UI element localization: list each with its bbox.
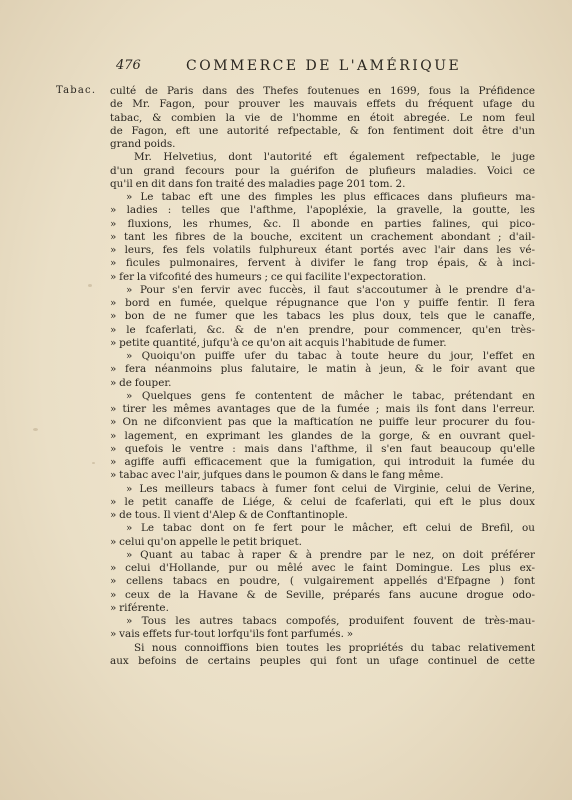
text-line: Si nous connoiffions bien toutes les propriétés du tabac relativement bbox=[134, 641, 535, 654]
text-line: » ladies : telles que l'afthme, l'apopléxie, la gravelle, la goutte, les bbox=[110, 204, 535, 217]
text-line: » ficules pulmonaires, fervent à divifer le fang trop épais, & à inci- bbox=[110, 257, 535, 270]
text-line: » tant les fibres de la bouche, excitent un crachement abondant ; d'ail- bbox=[110, 230, 535, 243]
text-line: » de fouper. bbox=[110, 376, 172, 389]
text-line: » de tous. Il vient d'Alep & de Conftantinople. bbox=[110, 509, 348, 521]
text-line: de Mr. Fagon, pour prouver les mauvais effets du fréquent ufage du bbox=[110, 98, 535, 111]
text-line: » leurs, fes fels volatils fulphureux étant portés avec l'air dans les vé- bbox=[110, 244, 535, 256]
page-number: 476 bbox=[116, 58, 141, 73]
paper-fleck bbox=[88, 284, 92, 287]
text-line: » le petit canaffe de Liége, & celui de fcaferlati, qui eft le plus doux bbox=[110, 495, 535, 508]
text-line: d'un grand fecours pour la guérifon de plufieurs maladies. Voici ce bbox=[110, 164, 535, 177]
text-line: » cellens tabacs en poudre, ( vulgairement appellés d'Efpagne ) font bbox=[110, 575, 535, 588]
text-line: » petite quantité, jufqu'à ce qu'on ait acquis l'habitude de fumer. bbox=[110, 336, 447, 349]
text-line: tabac, & combien la vie de l'homme en étoit abregée. Le nom feul bbox=[110, 111, 535, 124]
running-title: COMMERCE DE L'AMÉRIQUE bbox=[186, 58, 462, 74]
text-line: culté de Paris dans des Thefes foutenues en 1699, fous la Préfidence bbox=[110, 85, 535, 97]
text-line: » bord en fumée, quelque répugnance que l'on y puiffe fentir. Il fera bbox=[110, 297, 535, 309]
text-line: de Fagon, eft une autorité refpectable, & fon fentiment doit être d'un bbox=[110, 124, 535, 137]
text-line: » bon de ne fumer que les tabacs les plus doux, tels que le canaffe, bbox=[110, 310, 535, 323]
text-line: » lagement, en exprimant les glandes de la gorge, & en ouvrant quel- bbox=[110, 429, 535, 442]
text-line: » vais effets fur-tout lorfqu'ils font parfumés. » bbox=[110, 628, 354, 641]
text-line: » celui qu'on appelle le petit briquet. bbox=[110, 535, 302, 548]
page-header bbox=[116, 58, 536, 78]
text-line: » tirer les mêmes avantages que de la fumée ; mais ils font dans l'erreur. bbox=[110, 403, 535, 415]
text-line: » Pour s'en fervir avec fuccès, il faut s'accoutumer à le prendre d'a- bbox=[126, 283, 535, 296]
text-line: grand poids. bbox=[110, 138, 176, 150]
text-line: » Quelques gens fe contentent de mâcher le tabac, prétendant en bbox=[126, 389, 535, 402]
text-line: » Quoiqu'on puiffe ufer du tabac à toute heure du jour, l'effet en bbox=[126, 350, 535, 362]
margin-label: Tabac. bbox=[56, 85, 97, 96]
body-text bbox=[110, 85, 535, 668]
text-line: » Tous les autres tabacs compofés, produifent fouvent de très-mau- bbox=[126, 615, 535, 627]
text-line: » Le tabac dont on fe fert pour le mâcher, eft celui de Brefil, ou bbox=[126, 522, 535, 535]
text-line: » Quant au tabac à raper & à prendre par le nez, on doit préférer bbox=[126, 548, 535, 561]
text-line: » Le tabac eft une des fimples les plus efficaces dans plufieurs ma- bbox=[126, 191, 535, 203]
paper-fleck bbox=[92, 462, 95, 464]
text-line: » fera néanmoins plus falutaire, le matin à jeun, & le foir avant que bbox=[110, 363, 535, 376]
text-line: » Les meilleurs tabacs à fumer font celui de Virginie, celui de Verine, bbox=[126, 482, 535, 495]
paper-fleck bbox=[33, 428, 38, 431]
text-line: » le fcaferlati, &c. & de n'en prendre, pour commencer, qu'en très- bbox=[110, 323, 535, 336]
text-line: » fer la vifcofité des humeurs ; ce qui facilite l'expectoration. bbox=[110, 270, 427, 283]
text-line: » riférente. bbox=[110, 601, 169, 614]
text-line: » fluxions, les rhumes, &c. Il abonde en parties falines, qui pico- bbox=[110, 217, 535, 230]
text-line: aux befoins de certains peuples qui font un ufage continuel de cette bbox=[110, 654, 535, 667]
text-line: » agiffe auffi efficacement que la fumigation, qui introduit la fumée du bbox=[110, 456, 535, 468]
text-line: » ceux de la Havane & de Seville, préparés fans aucune drogue odo- bbox=[110, 588, 535, 601]
text-line: » quefois le ventre : mais dans l'afthme, il s'en faut beaucoup qu'elle bbox=[110, 442, 535, 455]
text-line: » celui d'Hollande, pur ou mêlé avec le faint Domingue. Les plus ex- bbox=[110, 562, 535, 574]
text-line: Mr. Helvetius, dont l'autorité eft également refpectable, le juge bbox=[134, 151, 535, 164]
text-line: » On ne difconvient pas que la mafticatíon ne puiffe leur procurer du fou- bbox=[110, 416, 535, 429]
text-line: qu'il en dit dans fon traité des maladies page 201 tom. 2. bbox=[110, 177, 406, 190]
text-line: » tabac avec l'air, jufques dans le poumon & dans le fang même. bbox=[110, 469, 444, 482]
